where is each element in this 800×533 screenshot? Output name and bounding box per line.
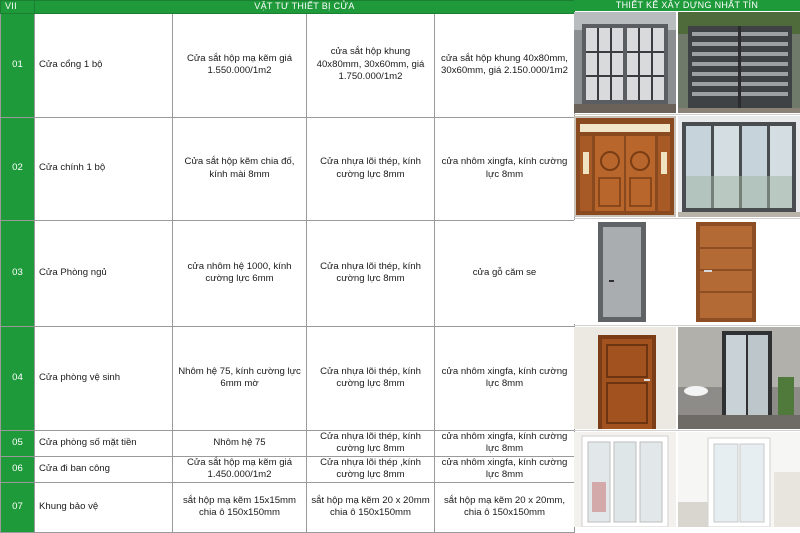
table-row xyxy=(1,220,575,326)
item-name: Cửa Phòng ngủ xyxy=(35,220,173,326)
option-3: cửa nhôm xingfa, kính cường lực 8mm xyxy=(435,326,575,430)
white-balcony-door-photo xyxy=(574,432,676,527)
row-number: 05 xyxy=(1,430,35,456)
table-row xyxy=(1,117,575,220)
option-1: sắt hộp mạ kẽm 15x15mm chia ô 150x150mm xyxy=(173,482,307,532)
white-window-door-photo xyxy=(678,432,800,527)
option-3: cửa nhôm xingfa, kính cường lực 8mm xyxy=(435,456,575,482)
company-title: THIẾT KẾ XÂY DỰNG NHẤT TÍN xyxy=(574,0,800,11)
option-2: sắt hộp mạ kẽm 20 x 20mm chia ô 150x150mm xyxy=(307,482,435,532)
option-2: Cửa nhựa lõi thép, kính cường lực 8mm xyxy=(307,117,435,220)
aluminum-glass-door-photo xyxy=(678,116,800,217)
metal-slat-gate-photo xyxy=(678,12,800,113)
item-name: Cửa đi ban công xyxy=(35,456,173,482)
glass-bathroom-door-photo xyxy=(678,327,800,429)
reference-photos-column xyxy=(574,0,800,525)
option-3: cửa sắt hộp khung 40x80mm, 30x60mm, giá 2.150.000/1m2 xyxy=(435,13,575,117)
option-1: Nhôm hệ 75 xyxy=(173,430,307,456)
photo-row-main-doors xyxy=(574,115,800,219)
row-number: 02 xyxy=(1,117,35,220)
option-2: Cửa nhựa lõi thép, kính cường lực 8mm xyxy=(307,326,435,430)
wooden-main-door-photo xyxy=(574,116,676,217)
option-2: Cửa nhựa lõi thép, kính cường lực 8mm xyxy=(307,220,435,326)
row-number: 06 xyxy=(1,456,35,482)
table-row xyxy=(1,430,575,456)
item-name: Cửa phòng vệ sinh xyxy=(35,326,173,430)
photo-grid xyxy=(574,11,800,528)
option-1: cửa nhôm hệ 1000, kính cường lực 6mm xyxy=(173,220,307,326)
option-3: cửa nhôm xingfa, kính cường lực 8mm xyxy=(435,430,575,456)
wood-bedroom-door-photo xyxy=(678,220,800,324)
row-number: 07 xyxy=(1,482,35,532)
photo-row-gates xyxy=(574,11,800,115)
option-2: cửa sắt hộp khung 40x80mm, 30x60mm, giá 1.750.000/1m2 xyxy=(307,13,435,117)
item-name: Cửa chính 1 bộ xyxy=(35,117,173,220)
option-3: sắt hộp mạ kẽm 20 x 20mm, chia ô 150x150mm xyxy=(435,482,575,532)
row-number: 03 xyxy=(1,220,35,326)
section-number: VII xyxy=(1,1,35,14)
option-1: Cửa sắt hộp kẽm chia đố, kính mài 8mm xyxy=(173,117,307,220)
wood-bathroom-door-photo xyxy=(574,327,676,429)
option-1: Nhôm hệ 75, kính cường lực 6mm mờ xyxy=(173,326,307,430)
table-row xyxy=(1,13,575,117)
photo-row-bathroom-doors xyxy=(574,326,800,431)
option-3: cửa gỗ căm se xyxy=(435,220,575,326)
item-name: Khung bảo vệ xyxy=(35,482,173,532)
photo-row-bedroom-doors xyxy=(574,219,800,326)
row-number: 01 xyxy=(1,13,35,117)
materials-title: VẬT TƯ THIẾT BỊ CỬA xyxy=(35,1,575,14)
gray-aluminum-door-photo xyxy=(574,220,676,324)
option-1: Cửa sắt hộp mạ kẽm giá 1.550.000/1m2 xyxy=(173,13,307,117)
option-2: Cửa nhựa lõi thép, kính cường lực 8mm xyxy=(307,430,435,456)
steel-gate-photo xyxy=(574,12,676,113)
table-row xyxy=(1,326,575,430)
row-number: 04 xyxy=(1,326,35,430)
option-2: Cửa nhựa lõi thép ,kính cường lực 8mm xyxy=(307,456,435,482)
photo-row-balcony-doors xyxy=(574,431,800,528)
option-1: Cửa sắt hộp mạ kẽm giá 1.450.000/1m2 xyxy=(173,456,307,482)
table-row xyxy=(1,456,575,482)
option-3: cửa nhôm xingfa, kính cường lực 8mm xyxy=(435,117,575,220)
item-name: Cửa phòng số mặt tiền xyxy=(35,430,173,456)
item-name: Cửa cổng 1 bộ xyxy=(35,13,173,117)
